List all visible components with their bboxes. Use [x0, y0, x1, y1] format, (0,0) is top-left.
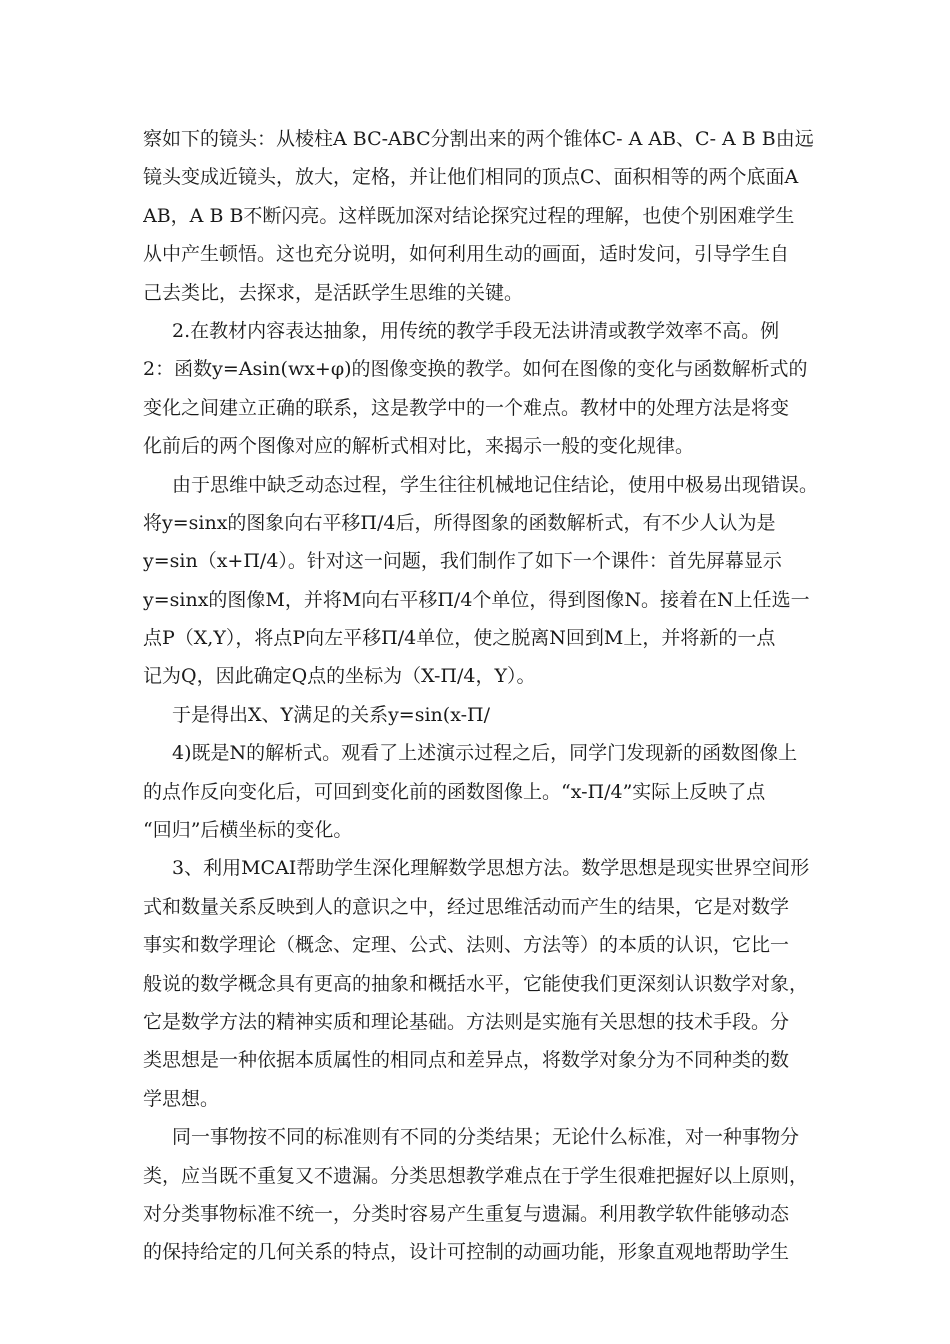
- paragraph-start-line: 由于思维中缺乏动态过程，学生往往机械地记住结论，使用中极易出现错误。: [172, 473, 819, 496]
- paragraph-start-line: 2.在教材内容表达抽象，用传统的教学手段无法讲清或教学效率不高。例: [172, 319, 780, 342]
- paragraph-start-line: 3、利用MCAI帮助学生深化理解数学思想方法。数学思想是现实世界空间形: [172, 857, 810, 880]
- text-line: 化前后的两个图像对应的解析式相对比，来揭示一般的变化规律。: [143, 435, 695, 458]
- body-text: [143, 120, 823, 1272]
- text-line: 点P（X,Y），将点P向左平移Π/4单位，使之脱离N回到M上，并将新的一点: [143, 627, 776, 650]
- text-line: 事实和数学理论（概念、定理、公式、法则、方法等）的本质的认识，它比一: [143, 934, 790, 957]
- text-line: y=sin（x+Π/4）。针对这一问题，我们制作了如下一个课件：首先屏幕显示: [143, 550, 782, 573]
- text-line: 从中产生顿悟。这也充分说明，如何利用生动的画面，适时发问，引导学生自: [143, 243, 790, 266]
- text-line: 般说的数学概念具有更高的抽象和概括水平，它能使我们更深刻认识数学对象，: [143, 972, 809, 995]
- text-line: 镜头变成近镜头，放大，定格，并让他们相同的顶点C、面积相等的两个底面A: [143, 166, 799, 189]
- paragraph-start-line: 同一事物按不同的标准则有不同的分类结果；无论什么标准，对一种事物分: [172, 1126, 800, 1149]
- text-line: 将y=sinx的图象向右平移Π/4后，所得图象的函数解析式，有不少人认为是: [143, 511, 776, 534]
- text-line: 类思想是一种依据本质属性的相同点和差异点，将数学对象分为不同种类的数: [143, 1049, 790, 1072]
- text-line: 察如下的镜头：从棱柱A BC-ABC分割出来的两个锥体C- A AB、C- A B B由远: [143, 128, 814, 150]
- text-line: 学思想。: [143, 1087, 220, 1110]
- paragraph-start-line: 于是得出X、Y满足的关系y=sin(x-Π/: [172, 703, 490, 726]
- text-line: 2：函数y=Asin(wx+φ)的图像变换的教学。如何在图像的变化与函数解析式的: [143, 358, 808, 381]
- text-line: 对分类事物标准不统一，分类时容易产生重复与遗漏。利用教学软件能够动态: [143, 1202, 790, 1225]
- text-line: 己去类比，去探求，是活跃学生思维的关键。: [143, 281, 524, 304]
- text-line: 的点作反向变化后，可回到变化前的函数图像上。“x-Π/4”实际上反映了点: [143, 780, 766, 803]
- text-line: 记为Q，因此确定Q点的坐标为（X-Π/4，Y）。: [143, 665, 536, 688]
- text-line: 类，应当既不重复又不遗漏。分类思想教学难点在于学生很难把握好以上原则，: [143, 1164, 809, 1187]
- text-line: 它是数学方法的精神实质和理论基础。方法则是实施有关思想的技术手段。分: [143, 1010, 790, 1033]
- text-line: 的保持给定的几何关系的特点，设计可控制的动画功能，形象直观地帮助学生: [143, 1241, 790, 1264]
- text-line: y=sinx的图像M，并将M向右平移Π/4个单位，得到图像N。接着在N上任选一: [143, 588, 810, 611]
- text-line: 4)既是N的解析式。观看了上述演示过程之后，同学门发现新的函数图像上: [172, 742, 798, 765]
- text-line: “回归”后横坐标的变化。: [143, 819, 353, 842]
- text-line: 式和数量关系反映到人的意识之中，经过思维活动而产生的结果，它是对数学: [143, 895, 790, 918]
- text-line: AB，A B B不断闪亮。这样既加深对结论探究过程的理解，也使个别困难学生: [143, 204, 795, 227]
- text-line: 变化之间建立正确的联系，这是教学中的一个难点。教材中的处理方法是将变: [143, 396, 790, 419]
